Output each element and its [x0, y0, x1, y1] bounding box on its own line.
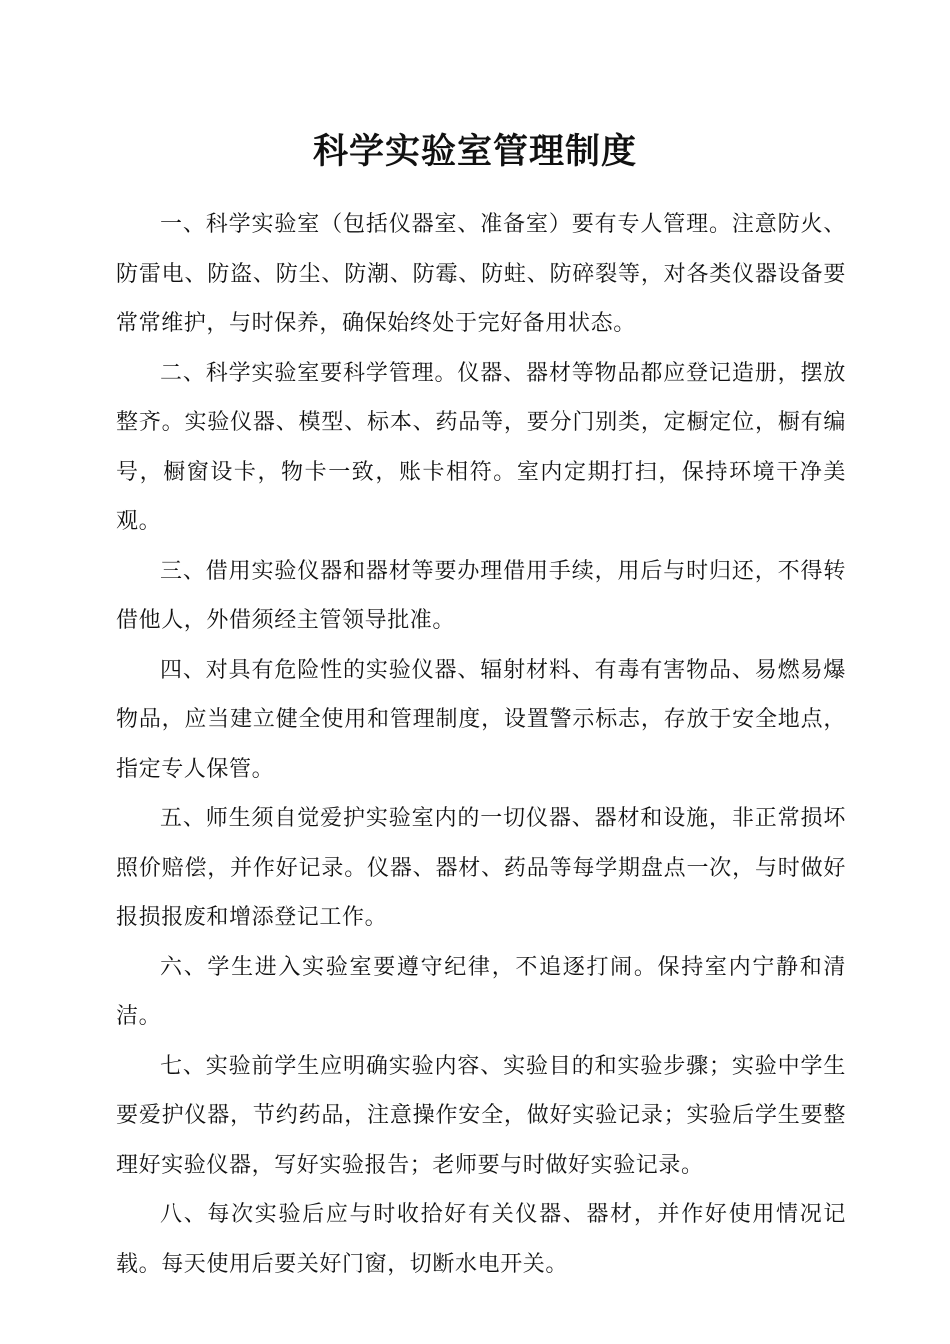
- rule-paragraph-3: 三、借用实验仪器和器材等要办理借用手续，用后与时归还，不得转借他人，外借须经主管领导批准。: [116, 558, 846, 633]
- rule-paragraph-2: 二、科学实验室要科学管理。仪器、器材等物品都应登记造册，摆放整齐。实验仪器、模型、标本、药品等，要分门别类，定橱定位，橱有编号，橱窗设卡，物卡一致，账卡相符。室内定期打扫，保持环境干净美观。: [116, 360, 846, 534]
- document-title: 科学实验室管理制度: [312, 131, 637, 172]
- rule-paragraph-1: 一、科学实验室（包括仪器室、准备室）要有专人管理。注意防火、防雷电、防盗、防尘、防潮、防霉、防蛀、防碎裂等，对各类仪器设备要常常维护，与时保养，确保始终处于完好备用状态。: [116, 212, 846, 336]
- rule-paragraph-4: 四、对具有危险性的实验仪器、辐射材料、有毒有害物品、易燃易爆物品，应当建立健全使用和管理制度，设置警示标志，存放于安全地点，指定专人保管。: [116, 657, 846, 782]
- rule-paragraph-6: 六、学生进入实验室要遵守纪律，不追逐打闹。保持室内宁静和清洁。: [116, 954, 846, 1029]
- rule-paragraph-8: 八、每次实验后应与时收拾好有关仪器、器材，并作好使用情况记载。每天使用后要关好门窗，切断水电开关。: [116, 1202, 846, 1277]
- rule-paragraph-7: 七、实验前学生应明确实验内容、实验目的和实验步骤；实验中学生要爱护仪器，节约药品，注意操作安全，做好实验记录；实验后学生要整理好实验仪器，写好实验报告；老师要与时做好实验记录。: [116, 1053, 846, 1178]
- rule-paragraph-5: 五、师生须自觉爱护实验室内的一切仪器、器材和设施，非正常损坏照价赔偿，并作好记录。仪器、器材、药品等每学期盘点一次，与时做好报损报废和增添登记工作。: [116, 806, 846, 930]
- document-body: [116, 200, 846, 1289]
